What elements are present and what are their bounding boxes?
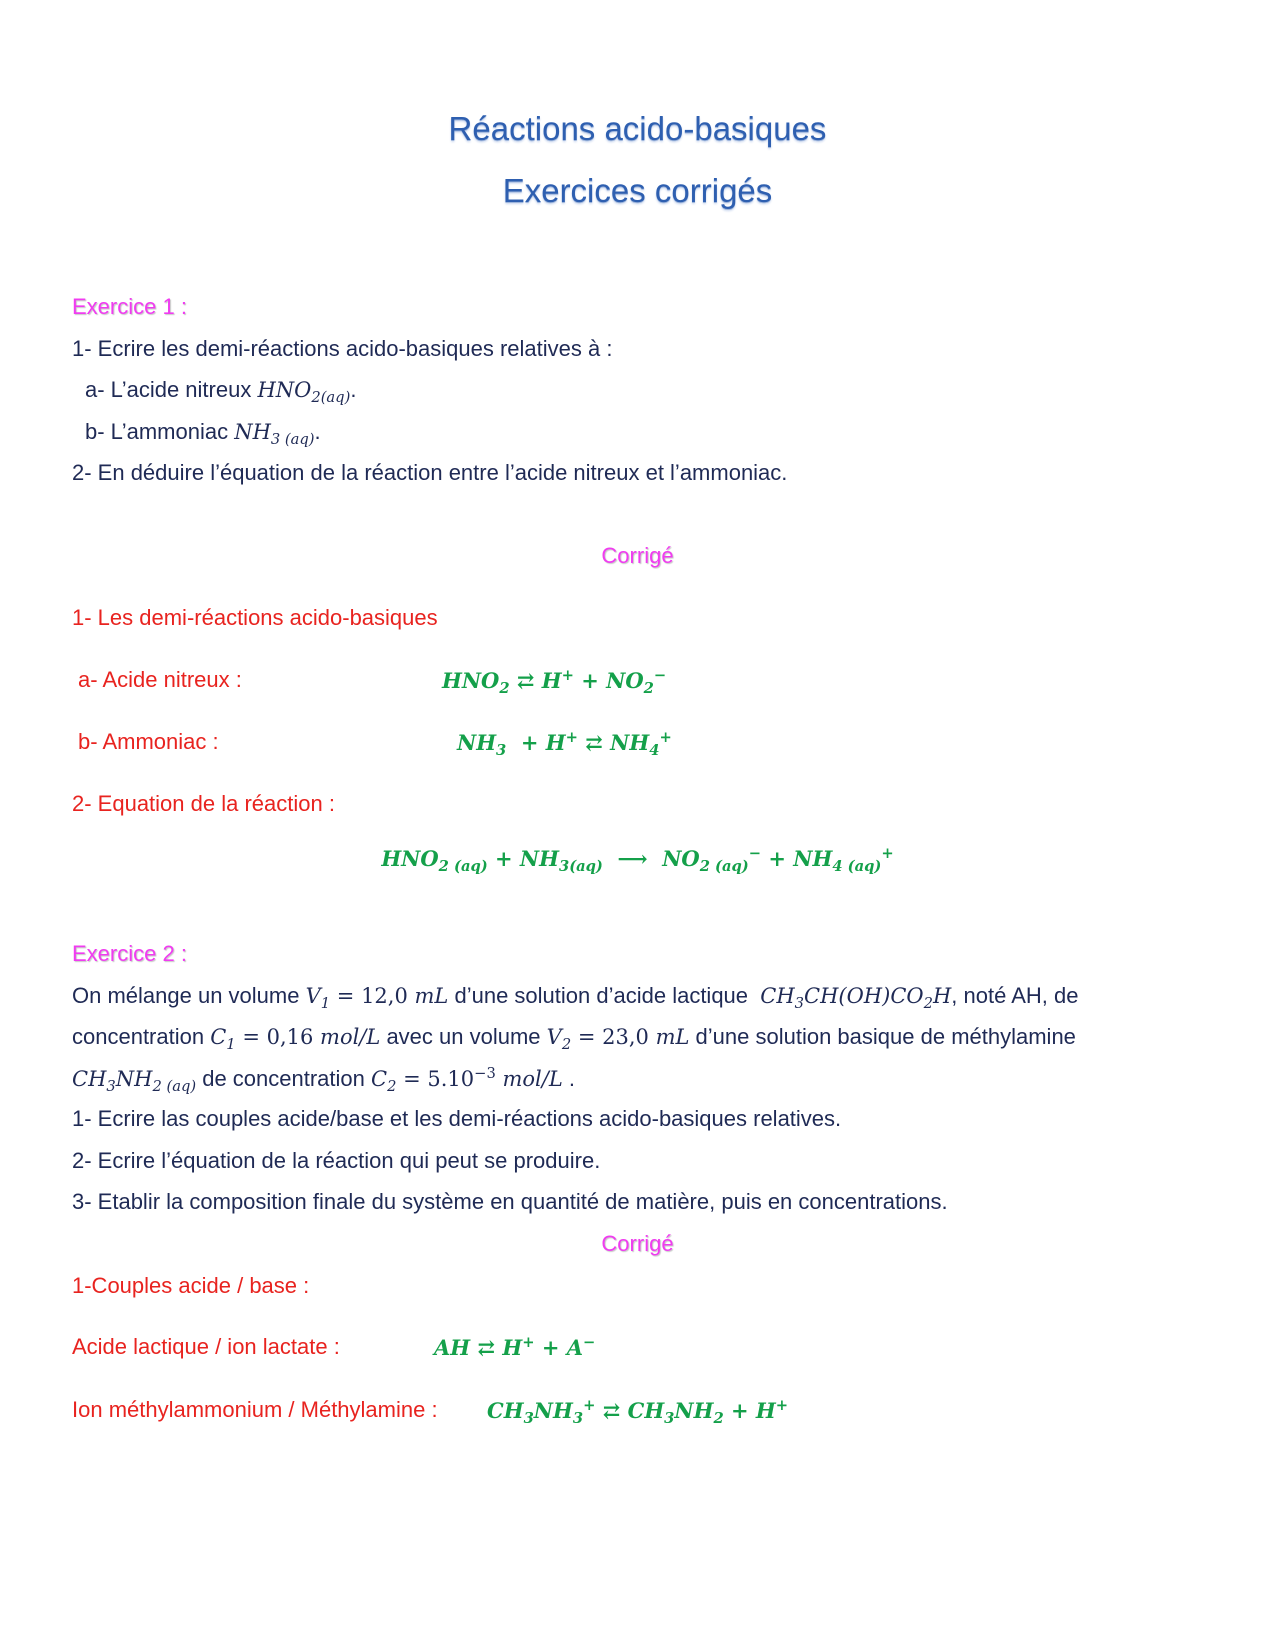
equation-lactic-couple: AH ⇄ H+ + A− (434, 1334, 596, 1360)
equation-overall-reaction: $HNO_{2 (aq)} + NH_{3(aq)}$ ⟶ $NO_{2 (aq)}^- + NH_{4 (aq)}^+$ (381, 845, 894, 876)
exercise-1-question-1a: a- L’acide nitreux $HNO_{2(aq)}$. (85, 377, 357, 407)
formula-methylamine: $CH_3NH_{2 (aq)}$ (72, 1067, 197, 1096)
exercise-2-paragraph-line-1: On mélange un volume $V_1 = 12,0$ mL d’une solution d’acide lactique $CH_3CH(OH)CO_2H$, noté AH, de (72, 983, 1079, 1013)
methyl-couple-label: Ion méthylammonium / Méthylamine : (72, 1397, 438, 1422)
formula-v2: $V_2 = 23,0$ mL (546, 1025, 690, 1054)
exercise-2-heading: Exercice 2 : (72, 941, 187, 966)
page-title: Réactions acido-basiques (448, 110, 827, 147)
exercise-1-corrige-heading: Corrigé (601, 543, 674, 568)
exercise-1-question-1b: b- L’ammoniac $NH_{3 (aq)}$. (85, 419, 321, 449)
formula-v1: $V_1 = 12,0$ mL (305, 984, 449, 1013)
formula-nh3: $NH_{3 (aq)}$ (234, 420, 315, 449)
equation-methyl-couple: $CH_3NH_3^+$ ⇄ $CH_3NH_2 + H^+$ (487, 1397, 789, 1428)
formula-lactic-acid: $CH_3CH(OH)CO_2H$ (760, 984, 952, 1013)
exercise-2-question-2: 2- Ecrire l’équation de la réaction qui peut se produire. (72, 1148, 601, 1173)
exercise-2-question-3: 3- Etablir la composition finale du système en quantité de matière, puis en concentrations. (72, 1189, 948, 1214)
corrige-1b-label: b- Ammoniac : (78, 729, 219, 754)
corrige-2-line-1: 1-Couples acide / base : (72, 1273, 310, 1298)
exercise-2-paragraph-line-3: $CH_3NH_{2 (aq)}$ de concentration $C_2 = 5.10^{-3}$ mol/L . (72, 1065, 576, 1096)
exercise-2-question-1: 1- Ecrire las couples acide/base et les demi-réactions acido-basiques relatives. (72, 1106, 842, 1131)
exercise-2-corrige-heading: Corrigé (601, 1231, 674, 1256)
formula-c2: $C_2 = 5.10^{-3}$ mol/L (371, 1065, 563, 1096)
equation-hno2-dissociation: $HNO_2$ ⇄ $H^+ + NO_2^-$ (442, 667, 667, 698)
corrige-1a-label: a- Acide nitreux : (78, 667, 242, 692)
equation-nh3-protonation: $NH_3 + H^+$ ⇄ $NH_4^+$ (457, 729, 672, 760)
exercise-1-heading: Exercice 1 : (72, 294, 187, 319)
exercise-1-question-2: 2- En déduire l’équation de la réaction entre l’acide nitreux et l’ammoniac. (72, 460, 788, 485)
corrige-1-line-1: 1- Les demi-réactions acido-basiques (72, 605, 438, 630)
formula-hno2: $HNO_{2(aq)}$ (257, 378, 351, 407)
lactic-couple-label: Acide lactique / ion lactate : (72, 1334, 340, 1359)
page-subtitle: Exercices corrigés (502, 172, 773, 209)
corrige-2-line: 2- Equation de la réaction : (72, 791, 335, 816)
exercise-1-question-1: 1- Ecrire les demi-réactions acido-basiques relatives à : (72, 336, 613, 361)
exercise-2-paragraph-line-2: concentration $C_1 = 0,16$ mol/L avec un volume $V_2 = 23,0$ mL d’une solution basique de méthylamine (72, 1024, 1076, 1054)
formula-c1: $C_1 = 0,16$ mol/L (210, 1025, 381, 1054)
